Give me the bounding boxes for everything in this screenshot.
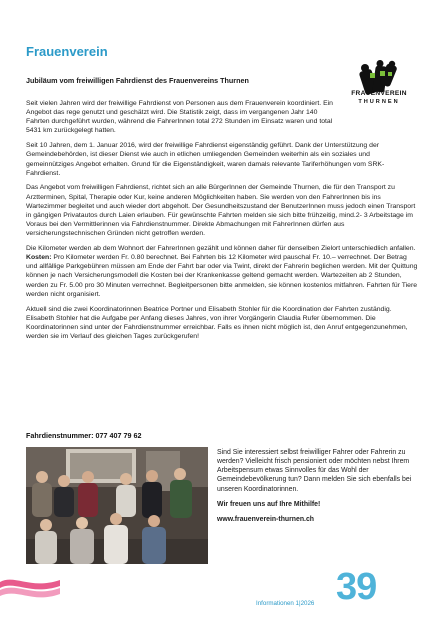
- kilometers-text: Die Kilometer werden ab dem Wohnort der FahrerInnen gezählt und können daher für denselben Zielort unterschiedlich anfallen.: [26, 244, 416, 252]
- wave-decoration-icon: [0, 574, 60, 604]
- paragraph-offer: Das Angebot vom freiwilligen Fahrdienst, richtet sich an alle BürgerInnen der Gemeinde Thurnen, die für den Transport zu Arztterminen, Spital, Therapie oder Kur, keine anderen Möglichkeiten haben. Sie werden von den FahrerInnen bis ins Wartezimmer begleitet und auch wieder dort abgeholt. Der Gesundheitszustand der BenutzerInnen muss jedoch einen Transport in gängigen Privatautos durch Laien erlauben. Für gewünschte Fahrten melden sie sich bitte frühzeitig, mind.2- 3 Arbeitstage im Voraus bei den Vermittlerinnen via Fahrdienstnummer. Direkte Abmachungen mit FahrerInnen dürfen aus versicherungstechnischen Gründen nicht getroffen werden.: [26, 184, 416, 238]
- phone-number: Fahrdienstnummer: 077 407 79 62: [26, 431, 142, 440]
- costs-label: Kosten:: [26, 254, 52, 262]
- volunteer-text: Sind Sie interessiert selbst freiwilliger Fahrer oder Fahrerin zu werden? Vielleicht frisch pensioniert oder möchten nebst Ihrem Arbeitspensum etwas Sinnvolles für das Wohl der Gemeindebevölkerung tun? Dann melden Sie sich ebenfalls bei unseren Koordinatorinnen.: [217, 449, 412, 493]
- paragraph-intro: Seit vielen Jahren wird der freiwillige Fahrdienst von Personen aus dem Frauenverein koordiniert. Ein Angebot das rege genutzt und geschätzt wird. Die Statistik zeigt, dass im vergangenen Jahr 140 Fahrten durchgeführt wurden, während die FahrerInnen total 272 Stunden im Einsatz waren und total 5431 km zurückgelegt hatten.: [26, 100, 333, 135]
- logo-line-2: THURNEN: [358, 99, 400, 105]
- website-link[interactable]: www.frauenverein-thurnen.ch: [217, 515, 314, 523]
- article-body: [26, 99, 418, 347]
- issue-label: Informationen 1|2026: [256, 600, 315, 607]
- thanks-text: Wir freuen uns auf Ihre Mithilfe!: [217, 500, 321, 508]
- group-photo: [26, 447, 208, 564]
- paragraph-history: Seit 10 Jahren, dem 1. Januar 2016, wird der freiwillige Fahrdienst eigenständig geführt. Dank der Unterstützung der Gemeindebehörden, ist dieser Dienst wie auch in etlichen umliegenden Gemeinden weiterhin als ein soziales und gemeinnütziges Angebot erhalten. Grund für die Eigenständigkeit, waren damals relevante Tariferhöhungen vom SRK-Fahrdienst.: [26, 142, 385, 177]
- article-subtitle: Jubiläum vom freiwilligen Fahrdienst des Frauenvereins Thurnen: [26, 76, 249, 85]
- page-number: 39: [336, 566, 377, 608]
- paragraph-coordinators: Aktuell sind die zwei Koordinatorinnen Beatrice Portner und Elisabeth Stohler für die Koordination der Fahrten zuständig. Elisabeth Stohler hat die Aufgabe per Anfang dieses Jahres, von ihrer Vorgängerin Claudia Rufer übernommen. Die Koordinatorinnen sind unter der Fahrdienstnummer erreichbar. Falls es ihnen nicht möglich ist, den Anruf entgegenzunehmen, werden sie im Verlauf des gleichen Tages zurückgerufen!: [26, 305, 408, 340]
- costs-text: Pro Kilometer werden Fr. 0.80 berechnet. Bei Fahrten bis 12 Kilometer wird pauschal Fr. 10.– verrechnet. Der Betrag und allfällige Parkgebühren müssen am Ende der Fahrt bar oder via Twint, direkt der Fahrerin beglichen werden. Mit der Quittung können je nach Versicherungsmodell die Kosten bei der Krankenkasse geltend gemacht werden. Wartezeiten ab 2 Stunden, werden zu Fr. 5.00 pro 30 Minuten verrechnet. Begleitpersonen bitte anmelden, sie können kostenlos mitfahren. Fahrten für Tiere werden nicht organisiert.: [26, 254, 418, 298]
- volunteer-call-box: [217, 448, 419, 529]
- paragraph-kilometers: [26, 244, 418, 299]
- logo-line-1: FRAUENVEREIN: [351, 90, 407, 97]
- page-title: Frauenverein: [26, 44, 108, 59]
